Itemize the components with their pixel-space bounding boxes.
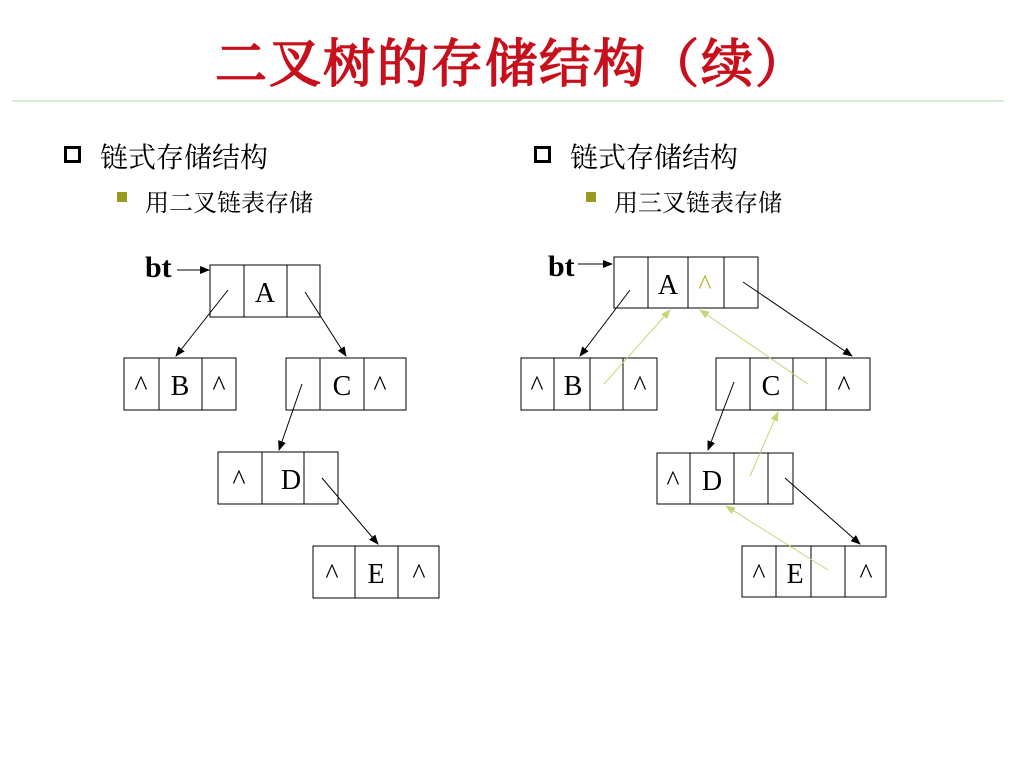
right-node-B [521,358,657,410]
right-C-data: C [761,371,781,402]
right-C-rchild: ^ [837,371,851,402]
left-root-pointer-label: bt [145,251,172,284]
left-arrow-D-to-E [322,478,378,544]
left-A-data: A [254,278,276,309]
right-bullet-text: 链式存储结构 [570,141,739,174]
left-B-lchild: ^ [134,371,148,402]
right-D-data: D [701,466,723,497]
right-E-data: E [786,559,804,590]
right-E-rchild: ^ [859,559,873,590]
right-B-data: B [563,371,583,402]
right-E-lchild: ^ [752,559,766,590]
left-D-data: D [280,465,302,496]
left-E-rchild: ^ [412,559,426,590]
right-root-pointer-label: bt [548,250,575,283]
left-B-rchild: ^ [212,371,226,402]
left-E-lchild: ^ [325,559,339,590]
left-node-D [218,452,338,504]
right-D-lchild: ^ [666,466,680,497]
right-node-E [742,546,886,597]
left-node-C [286,358,406,410]
right-node-D [657,453,793,504]
left-node-A [210,265,320,317]
left-D-lchild: ^ [232,465,246,496]
right-B-lchild: ^ [530,371,544,402]
right-node-A [614,257,758,308]
right-subbullet-text: 用三叉链表存储 [614,189,782,217]
right-node-C [716,358,870,410]
right-B-rchild: ^ [633,371,647,402]
left-bullet-text: 链式存储结构 [100,141,269,174]
left-node-B [124,358,236,410]
right-A-parent: ^ [698,270,712,301]
left-C-data: C [332,371,352,402]
right-A-data: A [657,270,679,301]
right-arrow-D-to-E [785,478,860,544]
left-node-E [313,546,439,598]
left-C-rchild: ^ [373,371,387,402]
left-E-data: E [367,559,385,590]
page-title: 二叉树的存储结构（续） [214,34,809,95]
left-subbullet-text: 用二叉链表存储 [145,189,313,217]
right-arrow-A-to-C [743,282,852,356]
left-arrow-A-to-B [176,290,228,356]
left-arrow-A-to-C [305,292,346,356]
left-B-data: B [170,371,190,402]
right-arrow-A-to-B [580,290,630,356]
